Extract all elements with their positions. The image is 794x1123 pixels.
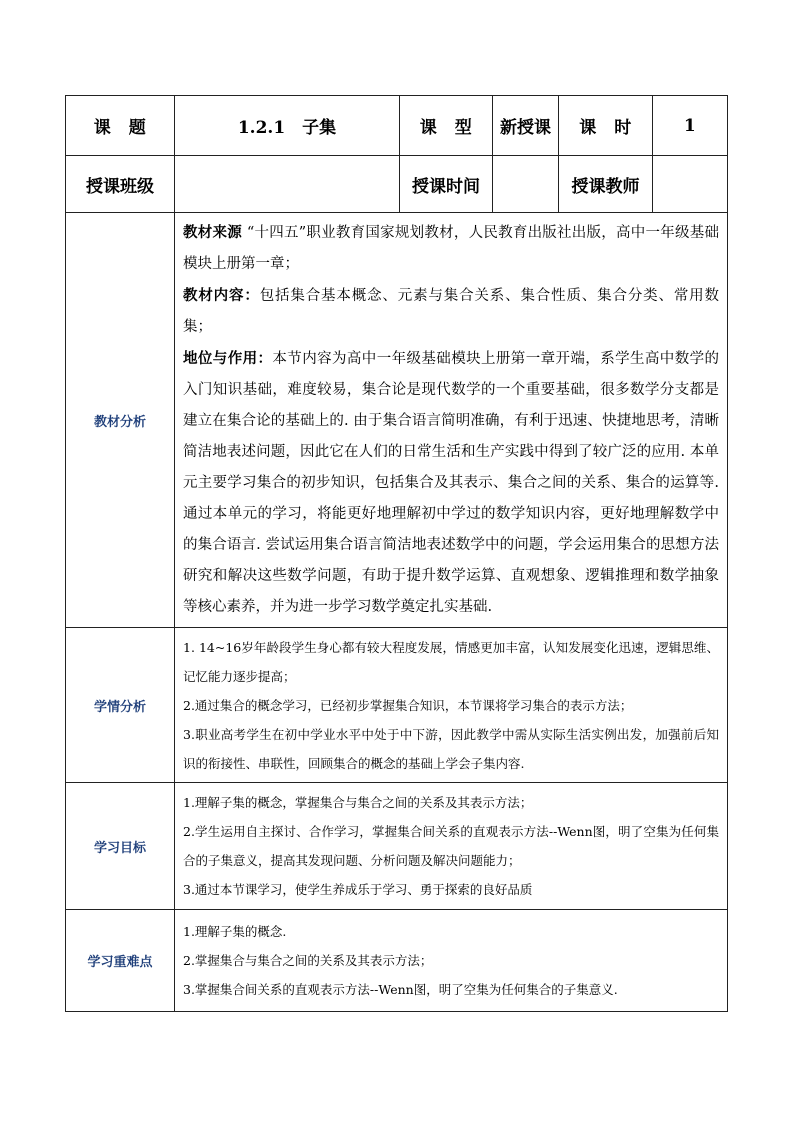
objectives-item-1: 1.理解子集的概念，掌握集合与集合之间的关系及其表示方法； (183, 795, 533, 810)
textbook-source-label: 教材来源 (183, 224, 242, 241)
textbook-content-paragraph (183, 280, 719, 343)
objectives-item-3: 3.通过本节课学习，使学生养成乐于学习、勇于探索的良好品质 (183, 882, 533, 897)
header-row-topic (66, 96, 728, 156)
objectives-label: 学习目标 (66, 783, 175, 910)
textbook-source-text: “十四五”职业教育国家规划教材，人民教育出版社出版，高中一年级基础模块上册第一章； (183, 225, 720, 272)
type-value: 新授课 (493, 96, 559, 156)
key-points-row (66, 910, 728, 1012)
hours-label: 课 时 (559, 96, 653, 156)
objectives-content (175, 783, 728, 910)
objectives-item-2: 2.学生运用自主探讨、合作学习，掌握集合间关系的直观表示方法--Wenn图，明了空集为任何集合的子集意义，提高其发现问题、分析问题及解决问题能力； (183, 824, 719, 868)
textbook-role-text: 本节内容为高中一年级基础模块上册第一章开端，系学生高中数学的入门知识基础，难度较易，集合论是现代数学的一个重要基础，很多数学分支都是建立在集合论的基础上的. 由于集合语言简明准确，有利于迅速、快捷地思考，清晰简洁地表述问题，因此它在人们的日常生活和生产实践中得到了较广泛的应用. 本单元主要学习集合的初步知识，包括集合及其表示、集合之间的关系、集合的运算等. 通过本单元的学习，将能更好地理解初中学过的数学知识内容，更好地理解数学中的集合语言. 尝试运用集合语言简洁地表述数学中的问题，学会运用集合的思想方法研究和解决这些数学问题，有助于提升数学运算、直观想象、逻辑推理和数学抽象等核心素养，并为进一步学习数学奠定扎实基础. (183, 351, 720, 615)
class-value[interactable] (175, 156, 400, 213)
class-label: 授课班级 (66, 156, 175, 213)
type-label: 课 型 (400, 96, 493, 156)
student-analysis-item-3: 3.职业高考学生在初中学业水平中处于中下游，因此教学中需从实际生活实例出发，加强前后知识的衔接性、串联性，回顾集合的概念的基础上学会子集内容. (183, 726, 719, 771)
textbook-analysis-row (66, 213, 728, 628)
student-analysis-item-1: 1. 14~16岁年龄段学生身心都有较大程度发展，情感更加丰富，认知发展变化迅速，逻辑思维、记忆能力逐步提高； (183, 639, 719, 684)
student-analysis-row (66, 628, 728, 783)
header-row-class (66, 156, 728, 213)
textbook-analysis-content (175, 213, 728, 628)
key-points-item-3: 3.掌握集合间关系的直观表示方法--Wenn图，明了空集为任何集合的子集意义. (183, 982, 618, 997)
textbook-analysis-label: 教材分析 (66, 213, 175, 628)
textbook-role-label: 地位与作用： (183, 350, 273, 367)
student-analysis-item-2: 2.通过集合的概念学习，已经初步掌握集合知识，本节课将学习集合的表示方法； (183, 697, 633, 713)
textbook-role-paragraph (183, 343, 719, 623)
student-analysis-content (175, 628, 728, 783)
textbook-content-text: 包括集合基本概念、元素与集合关系、集合性质、集合分类、常用数集； (183, 288, 720, 335)
hours-value: 1 (653, 96, 728, 156)
key-points-label: 学习重难点 (66, 910, 175, 1012)
key-points-item-1: 1.理解子集的概念. (183, 924, 287, 939)
objectives-row (66, 783, 728, 910)
textbook-content-label: 教材内容： (183, 287, 260, 304)
key-points-content (175, 910, 728, 1012)
key-points-item-2: 2.掌握集合与集合之间的关系及其表示方法； (183, 953, 433, 968)
teacher-label: 授课教师 (559, 156, 653, 213)
time-value[interactable] (493, 156, 559, 213)
student-analysis-label: 学情分析 (66, 628, 175, 783)
lesson-plan-table (65, 95, 728, 1012)
teacher-value[interactable] (653, 156, 728, 213)
topic-value: 1.2.1 子集 (175, 96, 400, 156)
textbook-source-paragraph (183, 217, 719, 280)
time-label: 授课时间 (400, 156, 493, 213)
topic-label: 课 题 (66, 96, 175, 156)
